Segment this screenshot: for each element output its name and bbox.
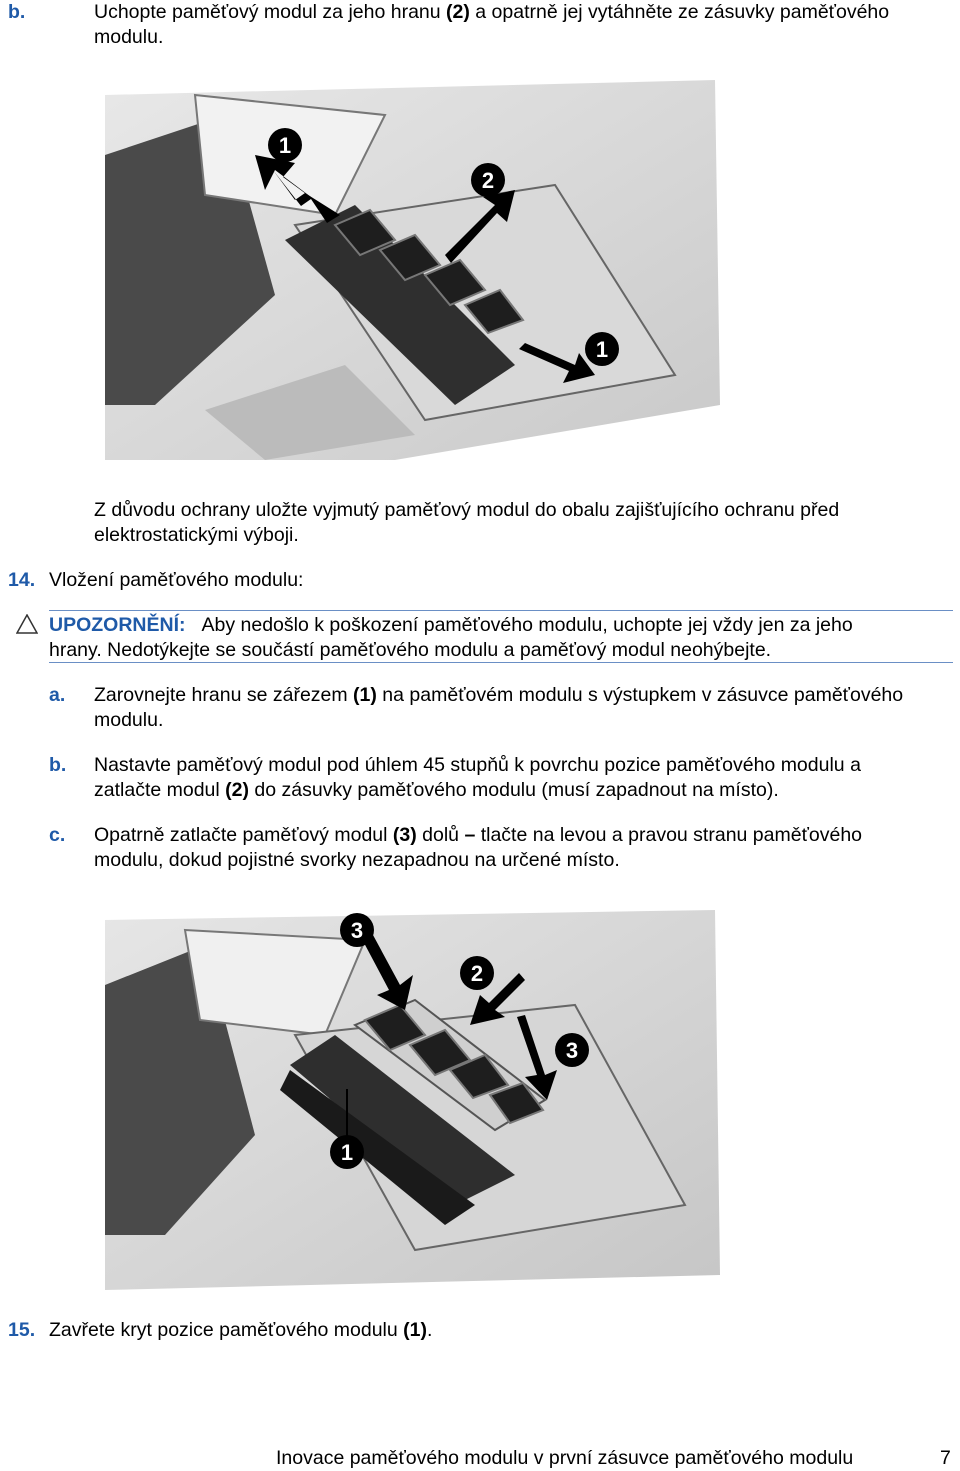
figure-memory-insertion bbox=[95, 905, 725, 1295]
svg-text:3: 3 bbox=[565, 1038, 579, 1063]
svg-text:1: 1 bbox=[340, 1140, 354, 1165]
step-14-number: 14. bbox=[8, 569, 36, 591]
svg-text:1: 1 bbox=[278, 133, 292, 158]
svg-text:2: 2 bbox=[481, 168, 495, 193]
callout-3a bbox=[340, 913, 374, 947]
footer-title: Inovace paměťového modulu v první zásuvce paměťového modulu bbox=[276, 1447, 854, 1469]
substep-c-text: Opatrně zatlačte paměťový modul (3) dolů – tlačte na levou a pravou stranu paměťového modulu, dokud pojistné svorky nezapadnou na určené místo. bbox=[94, 824, 863, 871]
callout-2 bbox=[471, 163, 505, 197]
substep-b-label: b. bbox=[49, 754, 67, 776]
caution-bottom-rule bbox=[49, 662, 953, 663]
step-14-text: Vložení paměťového modulu: bbox=[49, 569, 304, 591]
callout-3b bbox=[555, 1033, 589, 1067]
substep-b-text: Nastavte paměťový modul pod úhlem 45 stupňů k povrchu pozice paměťového modulu a zatlačte modul (2) do zásuvky paměťového modulu (musí zapadnout na místo). bbox=[94, 754, 861, 801]
substep-a-text: Zarovnejte hranu se zářezem (1) na paměťovém modulu s výstupkem v zásuvce paměťového modulu. bbox=[94, 684, 904, 731]
callout-1-insert bbox=[330, 1135, 364, 1169]
step-b-label: b. bbox=[8, 1, 26, 23]
svg-text:3: 3 bbox=[350, 918, 364, 943]
figure-memory-removal bbox=[95, 75, 725, 460]
callout-2-insert bbox=[460, 956, 494, 990]
step-b-text: Uchopte paměťový modul za jeho hranu (2) a opatrně jej vytáhněte ze zásuvky paměťového modulu. bbox=[94, 1, 890, 48]
substep-a-label: a. bbox=[49, 684, 66, 706]
svg-text:1: 1 bbox=[595, 337, 609, 362]
svg-text:2: 2 bbox=[470, 961, 484, 986]
substep-c-label: c. bbox=[49, 824, 66, 846]
step-15-number: 15. bbox=[8, 1319, 36, 1341]
callout-1b bbox=[585, 332, 619, 366]
caution-label: UPOZORNĚNÍ: bbox=[49, 614, 186, 636]
storage-note: Z důvodu ochrany uložte vyjmutý paměťový modul do obalu zajišťujícího ochranu před elektrostatickými výboji. bbox=[94, 499, 840, 546]
warning-triangle-icon bbox=[16, 614, 38, 634]
caution-top-rule bbox=[49, 610, 953, 611]
step-15-text: Zavřete kryt pozice paměťového modulu (1). bbox=[49, 1319, 433, 1341]
callout-1a bbox=[268, 128, 302, 162]
caution-text: UPOZORNĚNÍ: Aby nedošlo k poškození paměťového modulu, uchopte jej vždy jen za jeho hrany. Nedotýkejte se součástí paměťového modulu a paměťový modul neohýbejte. bbox=[49, 614, 853, 661]
footer-page-number: 7 bbox=[940, 1447, 951, 1469]
